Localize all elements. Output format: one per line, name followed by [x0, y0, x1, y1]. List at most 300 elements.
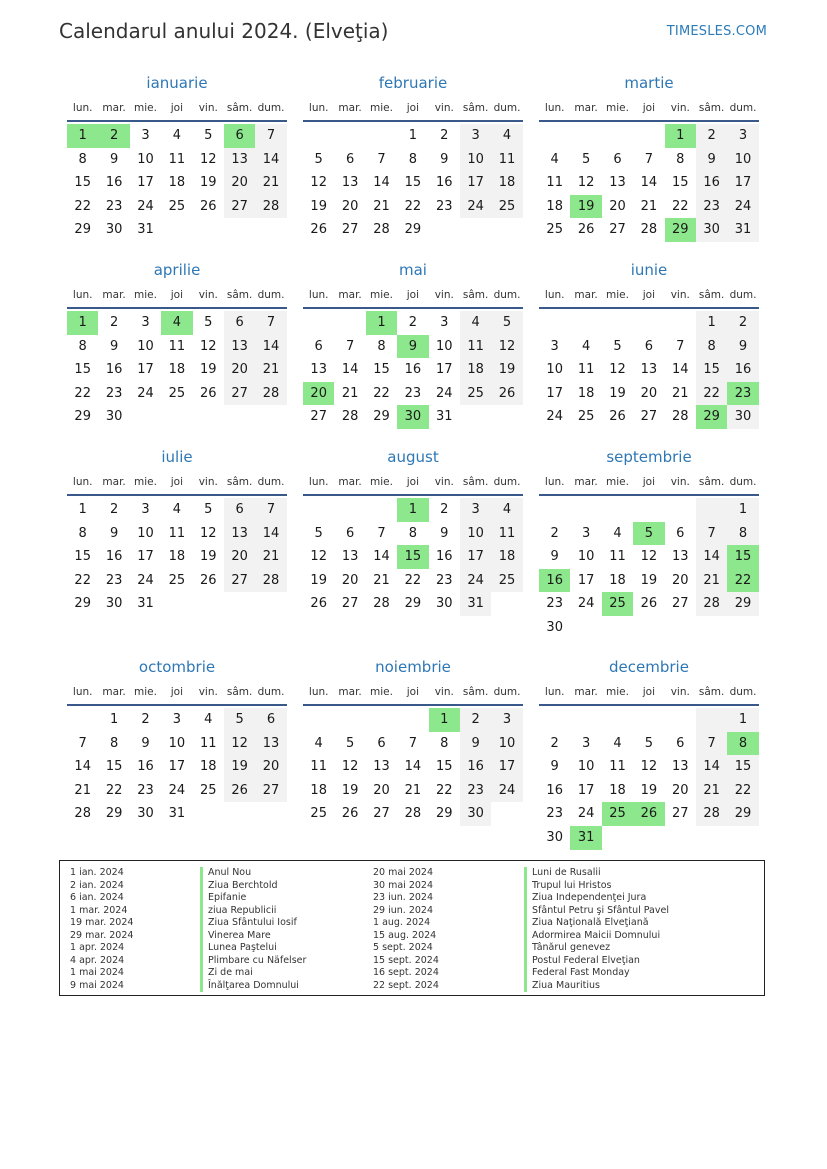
day-cell[interactable]: 30	[727, 405, 758, 429]
day-cell[interactable]: 19	[199, 175, 217, 191]
day-cell[interactable]: 29	[435, 806, 453, 822]
day-cell[interactable]: 8	[440, 735, 449, 751]
day-cell[interactable]: 9	[550, 759, 559, 775]
day-cell[interactable]: 12	[199, 151, 217, 167]
day-cell[interactable]: 21	[341, 385, 359, 401]
day-cell[interactable]: 29	[373, 409, 390, 425]
day-cell[interactable]: 13	[224, 522, 255, 546]
holiday-day-cell[interactable]: 4	[161, 311, 192, 335]
day-cell[interactable]: 17	[137, 362, 154, 378]
holiday-day-cell[interactable]: 22	[727, 569, 758, 593]
day-cell[interactable]: 5	[314, 151, 323, 167]
day-cell[interactable]: 4	[460, 311, 491, 335]
day-cell[interactable]: 15	[696, 358, 727, 382]
day-cell[interactable]: 21	[373, 572, 390, 588]
day-cell[interactable]: 26	[609, 409, 626, 425]
day-cell[interactable]: 6	[676, 735, 685, 751]
day-cell[interactable]: 19	[224, 755, 255, 779]
day-cell[interactable]: 15	[404, 175, 422, 191]
day-cell[interactable]: 20	[640, 385, 658, 401]
day-cell[interactable]: 21	[255, 171, 286, 195]
day-cell[interactable]: 10	[577, 759, 595, 775]
day-cell[interactable]: 16	[727, 358, 758, 382]
day-cell[interactable]: 30	[105, 222, 123, 238]
day-cell[interactable]: 24	[577, 806, 595, 822]
day-cell[interactable]: 24	[137, 385, 154, 401]
day-cell[interactable]: 21	[373, 198, 390, 214]
day-cell[interactable]: 19	[199, 362, 217, 378]
day-cell[interactable]: 12	[199, 338, 217, 354]
day-cell[interactable]: 12	[224, 732, 255, 756]
day-cell[interactable]: 28	[255, 195, 286, 219]
day-cell[interactable]: 25	[310, 806, 327, 822]
day-cell[interactable]: 6	[255, 708, 286, 732]
day-cell[interactable]: 14	[255, 522, 286, 546]
day-cell[interactable]: 19	[310, 198, 327, 214]
day-cell[interactable]: 16	[696, 171, 727, 195]
day-cell[interactable]: 23	[137, 782, 154, 798]
day-cell[interactable]: 22	[727, 779, 758, 803]
day-cell[interactable]: 6	[224, 311, 255, 335]
day-cell[interactable]: 31	[435, 409, 453, 425]
day-cell[interactable]: 20	[671, 782, 689, 798]
day-cell[interactable]: 20	[255, 755, 286, 779]
day-cell[interactable]: 7	[676, 338, 685, 354]
day-cell[interactable]: 27	[341, 596, 359, 612]
day-cell[interactable]: 8	[377, 338, 386, 354]
day-cell[interactable]: 22	[404, 198, 422, 214]
day-cell[interactable]: 17	[577, 572, 595, 588]
day-cell[interactable]: 7	[644, 151, 653, 167]
day-cell[interactable]: 10	[577, 549, 595, 565]
day-cell[interactable]: 7	[255, 498, 286, 522]
day-cell[interactable]: 5	[224, 708, 255, 732]
day-cell[interactable]: 24	[137, 198, 154, 214]
day-cell[interactable]: 28	[255, 382, 286, 406]
day-cell[interactable]: 30	[696, 218, 727, 242]
day-cell[interactable]: 13	[671, 549, 689, 565]
day-cell[interactable]: 21	[404, 782, 422, 798]
day-cell[interactable]: 10	[460, 148, 491, 172]
day-cell[interactable]: 8	[676, 151, 685, 167]
day-cell[interactable]: 19	[310, 572, 327, 588]
day-cell[interactable]: 11	[168, 338, 186, 354]
day-cell[interactable]: 26	[640, 596, 658, 612]
day-cell[interactable]: 13	[255, 732, 286, 756]
day-cell[interactable]: 24	[168, 782, 186, 798]
day-cell[interactable]: 8	[696, 335, 727, 359]
holiday-day-cell[interactable]: 15	[727, 545, 758, 569]
day-cell[interactable]: 17	[460, 545, 491, 569]
day-cell[interactable]: 23	[435, 572, 453, 588]
day-cell[interactable]: 22	[671, 198, 689, 214]
day-cell[interactable]: 3	[727, 124, 758, 148]
day-cell[interactable]: 2	[440, 128, 449, 143]
holiday-day-cell[interactable]: 1	[366, 311, 397, 335]
day-cell[interactable]: 6	[345, 525, 355, 541]
day-cell[interactable]: 8	[727, 522, 758, 546]
day-cell[interactable]: 10	[546, 362, 563, 378]
day-cell[interactable]: 5	[314, 525, 323, 541]
day-cell[interactable]: 13	[224, 335, 255, 359]
day-cell[interactable]: 12	[199, 525, 217, 541]
day-cell[interactable]: 26	[310, 222, 327, 238]
day-cell[interactable]: 6	[314, 338, 323, 354]
day-cell[interactable]: 27	[255, 779, 286, 803]
day-cell[interactable]: 3	[460, 124, 491, 148]
day-cell[interactable]: 31	[137, 222, 154, 238]
day-cell[interactable]: 4	[613, 735, 622, 751]
day-cell[interactable]: 2	[550, 735, 559, 751]
day-cell[interactable]: 1	[109, 712, 119, 727]
day-cell[interactable]: 18	[491, 171, 522, 195]
day-cell[interactable]: 18	[491, 545, 522, 569]
holiday-day-cell[interactable]: 23	[727, 382, 758, 406]
day-cell[interactable]: 3	[141, 128, 150, 143]
day-cell[interactable]: 7	[696, 522, 727, 546]
day-cell[interactable]: 18	[577, 385, 595, 401]
day-cell[interactable]: 30	[460, 802, 491, 826]
day-cell[interactable]: 29	[727, 802, 758, 826]
day-cell[interactable]: 15	[74, 362, 91, 378]
day-cell[interactable]: 20	[671, 572, 689, 588]
day-cell[interactable]: 11	[199, 735, 217, 751]
day-cell[interactable]: 2	[109, 502, 119, 517]
holiday-day-cell[interactable]: 20	[303, 382, 334, 406]
day-cell[interactable]: 28	[373, 596, 390, 612]
day-cell[interactable]: 30	[546, 619, 563, 635]
day-cell[interactable]: 20	[341, 572, 359, 588]
day-cell[interactable]: 19	[609, 385, 626, 401]
day-cell[interactable]: 21	[696, 569, 727, 593]
day-cell[interactable]: 23	[435, 198, 453, 214]
day-cell[interactable]: 31	[137, 596, 154, 612]
day-cell[interactable]: 12	[310, 175, 327, 191]
day-cell[interactable]: 13	[341, 549, 359, 565]
day-cell[interactable]: 2	[550, 525, 559, 541]
day-cell[interactable]: 23	[696, 195, 727, 219]
holiday-day-cell[interactable]: 29	[696, 405, 727, 429]
day-cell[interactable]: 14	[671, 362, 689, 378]
day-cell[interactable]: 23	[105, 198, 123, 214]
day-cell[interactable]: 16	[105, 175, 123, 191]
day-cell[interactable]: 11	[609, 759, 626, 775]
day-cell[interactable]: 27	[671, 806, 689, 822]
day-cell[interactable]: 15	[74, 175, 91, 191]
day-cell[interactable]: 4	[581, 338, 591, 354]
day-cell[interactable]: 16	[435, 175, 453, 191]
day-cell[interactable]: 5	[204, 128, 213, 143]
day-cell[interactable]: 4	[204, 712, 213, 727]
day-cell[interactable]: 22	[373, 385, 390, 401]
day-cell[interactable]: 28	[696, 592, 727, 616]
day-cell[interactable]: 26	[491, 382, 522, 406]
day-cell[interactable]: 18	[199, 759, 217, 775]
day-cell[interactable]: 8	[78, 151, 87, 167]
holiday-day-cell[interactable]: 6	[224, 124, 255, 148]
holiday-day-cell[interactable]: 1	[665, 124, 696, 148]
day-cell[interactable]: 22	[74, 385, 91, 401]
day-cell[interactable]: 8	[408, 525, 417, 541]
day-cell[interactable]: 26	[199, 572, 217, 588]
day-cell[interactable]: 4	[491, 124, 522, 148]
holiday-day-cell[interactable]: 25	[602, 802, 633, 826]
day-cell[interactable]: 14	[74, 759, 91, 775]
day-cell[interactable]: 16	[435, 549, 453, 565]
day-cell[interactable]: 24	[460, 195, 491, 219]
day-cell[interactable]: 7	[255, 311, 286, 335]
day-cell[interactable]: 1	[696, 311, 727, 335]
day-cell[interactable]: 16	[404, 362, 422, 378]
day-cell[interactable]: 2	[440, 502, 449, 517]
day-cell[interactable]: 17	[435, 362, 453, 378]
day-cell[interactable]: 20	[224, 171, 255, 195]
day-cell[interactable]: 3	[141, 315, 150, 330]
day-cell[interactable]: 27	[310, 409, 327, 425]
day-cell[interactable]: 12	[310, 549, 327, 565]
day-cell[interactable]: 25	[577, 409, 595, 425]
day-cell[interactable]: 20	[224, 545, 255, 569]
holiday-day-cell[interactable]: 1	[67, 124, 98, 148]
day-cell[interactable]: 10	[137, 338, 154, 354]
day-cell[interactable]: 11	[168, 525, 186, 541]
day-cell[interactable]: 15	[105, 759, 123, 775]
day-cell[interactable]: 23	[546, 596, 563, 612]
day-cell[interactable]: 22	[74, 572, 91, 588]
day-cell[interactable]: 3	[172, 712, 181, 727]
day-cell[interactable]: 2	[460, 708, 491, 732]
day-cell[interactable]: 27	[609, 222, 626, 238]
day-cell[interactable]: 13	[609, 175, 626, 191]
day-cell[interactable]: 9	[440, 151, 449, 167]
day-cell[interactable]: 3	[581, 525, 591, 541]
holiday-day-cell[interactable]: 16	[539, 569, 570, 593]
day-cell[interactable]: 15	[373, 362, 390, 378]
day-cell[interactable]: 29	[74, 409, 91, 425]
day-cell[interactable]: 28	[341, 409, 359, 425]
day-cell[interactable]: 25	[168, 572, 186, 588]
day-cell[interactable]: 14	[373, 549, 390, 565]
day-cell[interactable]: 17	[460, 171, 491, 195]
day-cell[interactable]: 18	[460, 358, 491, 382]
day-cell[interactable]: 3	[141, 502, 150, 517]
day-cell[interactable]: 6	[345, 151, 355, 167]
day-cell[interactable]: 10	[460, 522, 491, 546]
day-cell[interactable]: 12	[609, 362, 626, 378]
day-cell[interactable]: 8	[109, 735, 119, 751]
day-cell[interactable]: 7	[255, 124, 286, 148]
day-cell[interactable]: 22	[696, 382, 727, 406]
day-cell[interactable]: 27	[224, 569, 255, 593]
day-cell[interactable]: 13	[640, 362, 658, 378]
day-cell[interactable]: 4	[314, 735, 323, 751]
day-cell[interactable]: 5	[204, 502, 213, 517]
day-cell[interactable]: 22	[435, 782, 453, 798]
day-cell[interactable]: 17	[577, 782, 595, 798]
day-cell[interactable]: 28	[373, 222, 390, 238]
day-cell[interactable]: 10	[727, 148, 758, 172]
day-cell[interactable]: 24	[435, 385, 453, 401]
day-cell[interactable]: 5	[204, 315, 213, 330]
day-cell[interactable]: 23	[546, 806, 563, 822]
day-cell[interactable]: 24	[137, 572, 154, 588]
day-cell[interactable]: 23	[404, 385, 422, 401]
day-cell[interactable]: 28	[640, 222, 658, 238]
day-cell[interactable]: 27	[671, 596, 689, 612]
day-cell[interactable]: 11	[491, 522, 522, 546]
day-cell[interactable]: 23	[105, 385, 123, 401]
day-cell[interactable]: 26	[577, 222, 595, 238]
day-cell[interactable]: 1	[727, 708, 758, 732]
day-cell[interactable]: 15	[727, 755, 758, 779]
holiday-day-cell[interactable]: 30	[397, 405, 428, 429]
day-cell[interactable]: 15	[671, 175, 689, 191]
day-cell[interactable]: 10	[168, 735, 186, 751]
day-cell[interactable]: 4	[172, 128, 181, 143]
day-cell[interactable]: 9	[460, 732, 491, 756]
day-cell[interactable]: 10	[435, 338, 453, 354]
day-cell[interactable]: 5	[491, 311, 522, 335]
day-cell[interactable]: 11	[609, 549, 626, 565]
day-cell[interactable]: 25	[168, 198, 186, 214]
holiday-day-cell[interactable]: 26	[633, 802, 664, 826]
day-cell[interactable]: 1	[78, 502, 87, 517]
day-cell[interactable]: 30	[546, 829, 563, 845]
day-cell[interactable]: 11	[310, 759, 327, 775]
day-cell[interactable]: 4	[172, 502, 181, 517]
day-cell[interactable]: 29	[74, 596, 91, 612]
holiday-day-cell[interactable]: 5	[633, 522, 664, 546]
day-cell[interactable]: 16	[105, 549, 123, 565]
day-cell[interactable]: 13	[671, 759, 689, 775]
brand-link[interactable]: TIMESLES.COM	[666, 24, 767, 39]
day-cell[interactable]: 17	[727, 171, 758, 195]
holiday-day-cell[interactable]: 31	[570, 826, 601, 850]
day-cell[interactable]: 12	[577, 175, 595, 191]
day-cell[interactable]: 3	[460, 498, 491, 522]
day-cell[interactable]: 17	[137, 175, 154, 191]
day-cell[interactable]: 26	[224, 779, 255, 803]
day-cell[interactable]: 3	[491, 708, 522, 732]
day-cell[interactable]: 19	[199, 549, 217, 565]
day-cell[interactable]: 11	[460, 335, 491, 359]
day-cell[interactable]: 20	[224, 358, 255, 382]
day-cell[interactable]: 1	[408, 128, 417, 143]
day-cell[interactable]: 14	[373, 175, 390, 191]
day-cell[interactable]: 15	[74, 549, 91, 565]
holiday-day-cell[interactable]: 1	[67, 311, 98, 335]
day-cell[interactable]: 18	[609, 782, 626, 798]
day-cell[interactable]: 21	[640, 198, 658, 214]
day-cell[interactable]: 21	[74, 782, 91, 798]
day-cell[interactable]: 20	[609, 198, 626, 214]
day-cell[interactable]: 27	[224, 382, 255, 406]
day-cell[interactable]: 28	[404, 806, 422, 822]
day-cell[interactable]: 20	[341, 198, 359, 214]
day-cell[interactable]: 3	[550, 338, 559, 354]
holiday-day-cell[interactable]: 8	[727, 732, 758, 756]
day-cell[interactable]: 25	[491, 569, 522, 593]
day-cell[interactable]: 8	[408, 151, 417, 167]
day-cell[interactable]: 30	[137, 806, 154, 822]
day-cell[interactable]: 7	[696, 732, 727, 756]
day-cell[interactable]: 5	[644, 735, 653, 751]
day-cell[interactable]: 31	[727, 218, 758, 242]
day-cell[interactable]: 12	[640, 549, 658, 565]
day-cell[interactable]: 6	[676, 525, 685, 541]
day-cell[interactable]: 28	[671, 409, 689, 425]
day-cell[interactable]: 5	[345, 735, 355, 751]
day-cell[interactable]: 18	[310, 782, 327, 798]
day-cell[interactable]: 29	[404, 596, 422, 612]
day-cell[interactable]: 30	[105, 596, 123, 612]
day-cell[interactable]: 19	[341, 782, 359, 798]
day-cell[interactable]: 21	[255, 545, 286, 569]
day-cell[interactable]: 9	[550, 549, 559, 565]
day-cell[interactable]: 9	[109, 525, 119, 541]
day-cell[interactable]: 16	[460, 755, 491, 779]
day-cell[interactable]: 18	[609, 572, 626, 588]
day-cell[interactable]: 25	[491, 195, 522, 219]
day-cell[interactable]: 8	[78, 338, 87, 354]
day-cell[interactable]: 16	[105, 362, 123, 378]
day-cell[interactable]: 19	[640, 782, 658, 798]
day-cell[interactable]: 26	[310, 596, 327, 612]
day-cell[interactable]: 22	[105, 782, 123, 798]
day-cell[interactable]: 9	[727, 335, 758, 359]
day-cell[interactable]: 29	[105, 806, 123, 822]
day-cell[interactable]: 2	[696, 124, 727, 148]
holiday-day-cell[interactable]: 15	[397, 545, 428, 569]
day-cell[interactable]: 12	[491, 335, 522, 359]
day-cell[interactable]: 11	[546, 175, 563, 191]
day-cell[interactable]: 20	[373, 782, 390, 798]
day-cell[interactable]: 4	[613, 525, 622, 541]
day-cell[interactable]: 8	[78, 525, 87, 541]
day-cell[interactable]: 9	[141, 735, 150, 751]
day-cell[interactable]: 27	[341, 222, 359, 238]
day-cell[interactable]: 13	[373, 759, 390, 775]
day-cell[interactable]: 24	[727, 195, 758, 219]
day-cell[interactable]: 29	[404, 222, 422, 238]
day-cell[interactable]: 16	[137, 759, 154, 775]
day-cell[interactable]: 28	[74, 806, 91, 822]
day-cell[interactable]: 14	[696, 755, 727, 779]
day-cell[interactable]: 18	[168, 549, 186, 565]
day-cell[interactable]: 22	[74, 198, 91, 214]
day-cell[interactable]: 9	[109, 151, 119, 167]
day-cell[interactable]: 26	[341, 806, 359, 822]
day-cell[interactable]: 2	[727, 311, 758, 335]
day-cell[interactable]: 18	[168, 362, 186, 378]
day-cell[interactable]: 10	[137, 525, 154, 541]
day-cell[interactable]: 23	[460, 779, 491, 803]
day-cell[interactable]: 3	[581, 735, 591, 751]
day-cell[interactable]: 7	[345, 338, 355, 354]
day-cell[interactable]: 13	[341, 175, 359, 191]
day-cell[interactable]: 31	[460, 592, 491, 616]
day-cell[interactable]: 2	[109, 315, 119, 330]
day-cell[interactable]: 22	[404, 572, 422, 588]
day-cell[interactable]: 7	[377, 151, 386, 167]
holiday-day-cell[interactable]: 9	[397, 335, 428, 359]
day-cell[interactable]: 11	[491, 148, 522, 172]
day-cell[interactable]: 6	[377, 735, 386, 751]
day-cell[interactable]: 17	[491, 755, 522, 779]
day-cell[interactable]: 4	[491, 498, 522, 522]
day-cell[interactable]: 19	[640, 572, 658, 588]
day-cell[interactable]: 13	[310, 362, 327, 378]
